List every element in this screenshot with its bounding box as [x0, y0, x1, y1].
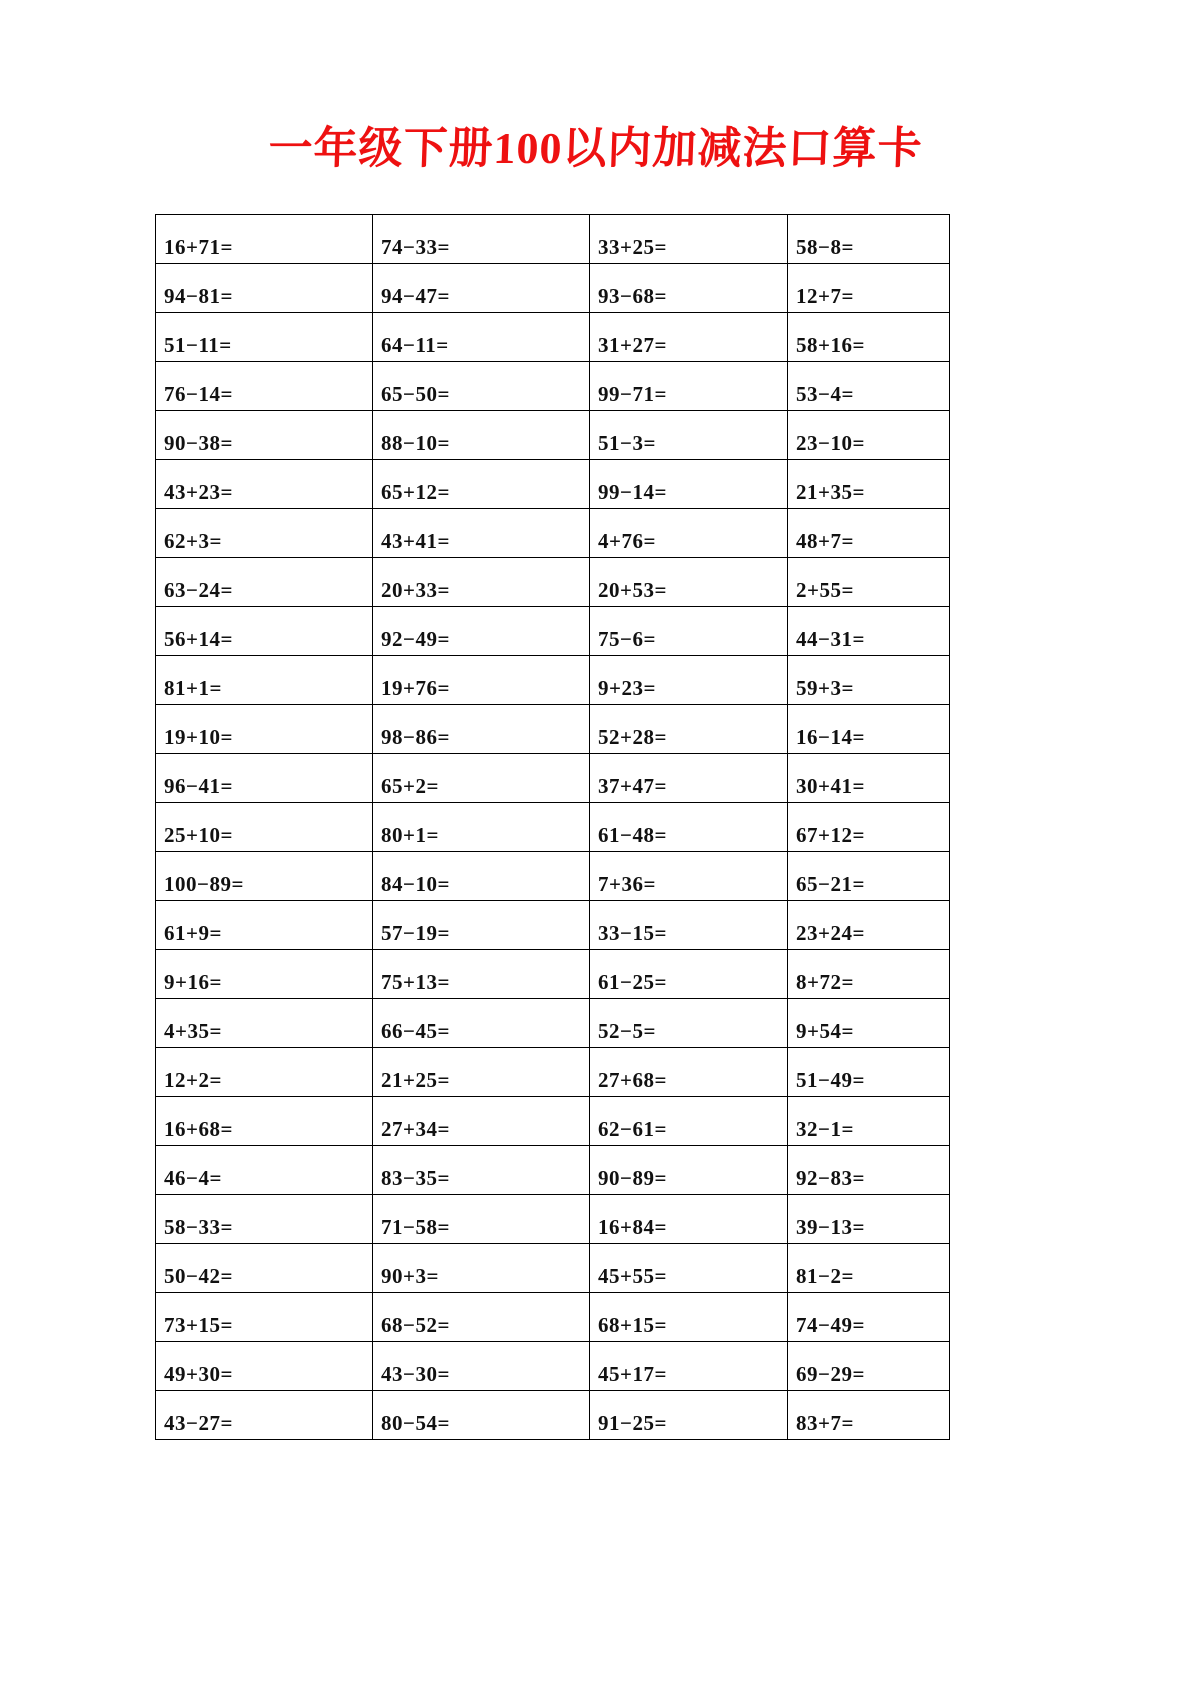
problem-cell[interactable]: 76−14=	[156, 362, 373, 411]
problem-cell[interactable]: 16+84=	[590, 1195, 788, 1244]
problem-cell[interactable]: 27+68=	[590, 1048, 788, 1097]
problem-cell[interactable]: 32−1=	[788, 1097, 950, 1146]
problem-cell[interactable]: 21+25=	[373, 1048, 590, 1097]
problem-cell[interactable]: 69−29=	[788, 1342, 950, 1391]
problem-cell[interactable]: 92−49=	[373, 607, 590, 656]
table-row	[156, 1244, 950, 1293]
problem-cell[interactable]: 61−25=	[590, 950, 788, 999]
problem-cell[interactable]: 100−89=	[156, 852, 373, 901]
problem-cell[interactable]: 45+55=	[590, 1244, 788, 1293]
problem-cell[interactable]: 64−11=	[373, 313, 590, 362]
table-row	[156, 803, 950, 852]
problem-cell[interactable]: 43−30=	[373, 1342, 590, 1391]
problem-cell[interactable]: 50−42=	[156, 1244, 373, 1293]
problem-cell[interactable]: 9+54=	[788, 999, 950, 1048]
problem-cell[interactable]: 31+27=	[590, 313, 788, 362]
table-row	[156, 264, 950, 313]
table-row	[156, 901, 950, 950]
problem-cell[interactable]: 75−6=	[590, 607, 788, 656]
problem-cell[interactable]: 48+7=	[788, 509, 950, 558]
problem-cell[interactable]: 71−58=	[373, 1195, 590, 1244]
problem-cell[interactable]: 88−10=	[373, 411, 590, 460]
table-row	[156, 1342, 950, 1391]
table-row	[156, 362, 950, 411]
problem-cell[interactable]: 8+72=	[788, 950, 950, 999]
problem-cell[interactable]: 23+24=	[788, 901, 950, 950]
problem-cell[interactable]: 61+9=	[156, 901, 373, 950]
table-row	[156, 1391, 950, 1440]
problem-cell[interactable]: 19+10=	[156, 705, 373, 754]
table-row	[156, 558, 950, 607]
problem-cell[interactable]: 59+3=	[788, 656, 950, 705]
problem-cell[interactable]: 81−2=	[788, 1244, 950, 1293]
table-row	[156, 852, 950, 901]
problem-cell[interactable]: 56+14=	[156, 607, 373, 656]
problem-cell[interactable]: 65+2=	[373, 754, 590, 803]
problem-cell[interactable]: 58−33=	[156, 1195, 373, 1244]
table-row	[156, 460, 950, 509]
problem-cell[interactable]: 58−8=	[788, 215, 950, 264]
table-row	[156, 950, 950, 999]
problem-cell[interactable]: 43+41=	[373, 509, 590, 558]
problem-cell[interactable]: 94−47=	[373, 264, 590, 313]
problem-cell[interactable]: 58+16=	[788, 313, 950, 362]
problem-cell[interactable]: 94−81=	[156, 264, 373, 313]
problem-cell[interactable]: 90−38=	[156, 411, 373, 460]
problem-cell[interactable]: 65−50=	[373, 362, 590, 411]
problem-cell[interactable]: 43−27=	[156, 1391, 373, 1440]
problem-cell[interactable]: 65−21=	[788, 852, 950, 901]
problem-cell[interactable]: 52+28=	[590, 705, 788, 754]
problem-cell[interactable]: 4+35=	[156, 999, 373, 1048]
problem-cell[interactable]: 75+13=	[373, 950, 590, 999]
table-row	[156, 1097, 950, 1146]
problem-cell[interactable]: 80+1=	[373, 803, 590, 852]
problem-cell[interactable]: 65+12=	[373, 460, 590, 509]
problem-cell[interactable]: 33+25=	[590, 215, 788, 264]
problem-cell[interactable]: 62+3=	[156, 509, 373, 558]
problem-cell[interactable]: 21+35=	[788, 460, 950, 509]
problem-cell[interactable]: 39−13=	[788, 1195, 950, 1244]
problem-cell[interactable]: 61−48=	[590, 803, 788, 852]
problem-cell[interactable]: 45+17=	[590, 1342, 788, 1391]
problem-cell[interactable]: 2+55=	[788, 558, 950, 607]
problem-cell[interactable]: 51−3=	[590, 411, 788, 460]
problem-cell[interactable]: 62−61=	[590, 1097, 788, 1146]
table-row	[156, 656, 950, 705]
problem-cell[interactable]: 23−10=	[788, 411, 950, 460]
problem-cell[interactable]: 19+76=	[373, 656, 590, 705]
problem-cell[interactable]: 49+30=	[156, 1342, 373, 1391]
problem-cell[interactable]: 51−49=	[788, 1048, 950, 1097]
problem-cell[interactable]: 9+16=	[156, 950, 373, 999]
problem-cell[interactable]: 57−19=	[373, 901, 590, 950]
problems-table	[155, 214, 950, 1440]
problem-cell[interactable]: 53−4=	[788, 362, 950, 411]
table-row	[156, 754, 950, 803]
problem-cell[interactable]: 44−31=	[788, 607, 950, 656]
problem-cell[interactable]: 98−86=	[373, 705, 590, 754]
problem-cell[interactable]: 33−15=	[590, 901, 788, 950]
problem-cell[interactable]: 73+15=	[156, 1293, 373, 1342]
table-row	[156, 1195, 950, 1244]
problem-cell[interactable]: 16−14=	[788, 705, 950, 754]
problem-cell[interactable]: 51−11=	[156, 313, 373, 362]
problem-cell[interactable]: 46−4=	[156, 1146, 373, 1195]
problem-cell[interactable]: 80−54=	[373, 1391, 590, 1440]
problem-cell[interactable]: 37+47=	[590, 754, 788, 803]
problems-table-body	[156, 215, 950, 1440]
table-row	[156, 607, 950, 656]
problem-cell[interactable]: 68+15=	[590, 1293, 788, 1342]
problem-cell[interactable]: 66−45=	[373, 999, 590, 1048]
problem-cell[interactable]: 9+23=	[590, 656, 788, 705]
problem-cell[interactable]: 25+10=	[156, 803, 373, 852]
problem-cell[interactable]: 20+33=	[373, 558, 590, 607]
problem-cell[interactable]: 52−5=	[590, 999, 788, 1048]
problem-cell[interactable]: 90+3=	[373, 1244, 590, 1293]
problem-cell[interactable]: 43+23=	[156, 460, 373, 509]
problem-cell[interactable]: 84−10=	[373, 852, 590, 901]
page-title: 一年级下册100以内加减法口算卡	[267, 124, 924, 173]
problem-cell[interactable]: 63−24=	[156, 558, 373, 607]
table-row	[156, 1293, 950, 1342]
problem-cell[interactable]: 93−68=	[590, 264, 788, 313]
problem-cell[interactable]: 99−71=	[590, 362, 788, 411]
problem-cell[interactable]: 74−33=	[373, 215, 590, 264]
problem-cell[interactable]: 96−41=	[156, 754, 373, 803]
problem-cell[interactable]: 68−52=	[373, 1293, 590, 1342]
table-row	[156, 705, 950, 754]
table-row	[156, 1146, 950, 1195]
table-row	[156, 215, 950, 264]
problem-cell[interactable]: 90−89=	[590, 1146, 788, 1195]
problem-cell[interactable]: 12+2=	[156, 1048, 373, 1097]
table-row	[156, 999, 950, 1048]
problem-cell[interactable]: 27+34=	[373, 1097, 590, 1146]
problem-cell[interactable]: 12+7=	[788, 264, 950, 313]
problem-cell[interactable]: 20+53=	[590, 558, 788, 607]
problem-cell[interactable]: 83−35=	[373, 1146, 590, 1195]
problem-cell[interactable]: 74−49=	[788, 1293, 950, 1342]
table-row	[156, 509, 950, 558]
problem-cell[interactable]: 4+76=	[590, 509, 788, 558]
problem-cell[interactable]: 16+71=	[156, 215, 373, 264]
problem-cell[interactable]: 67+12=	[788, 803, 950, 852]
table-row	[156, 313, 950, 362]
problem-cell[interactable]: 91−25=	[590, 1391, 788, 1440]
problem-cell[interactable]: 16+68=	[156, 1097, 373, 1146]
problem-cell[interactable]: 7+36=	[590, 852, 788, 901]
problem-cell[interactable]: 81+1=	[156, 656, 373, 705]
problem-cell[interactable]: 30+41=	[788, 754, 950, 803]
table-row	[156, 411, 950, 460]
problem-cell[interactable]: 92−83=	[788, 1146, 950, 1195]
problem-cell[interactable]: 99−14=	[590, 460, 788, 509]
table-row	[156, 1048, 950, 1097]
problem-cell[interactable]: 83+7=	[788, 1391, 950, 1440]
